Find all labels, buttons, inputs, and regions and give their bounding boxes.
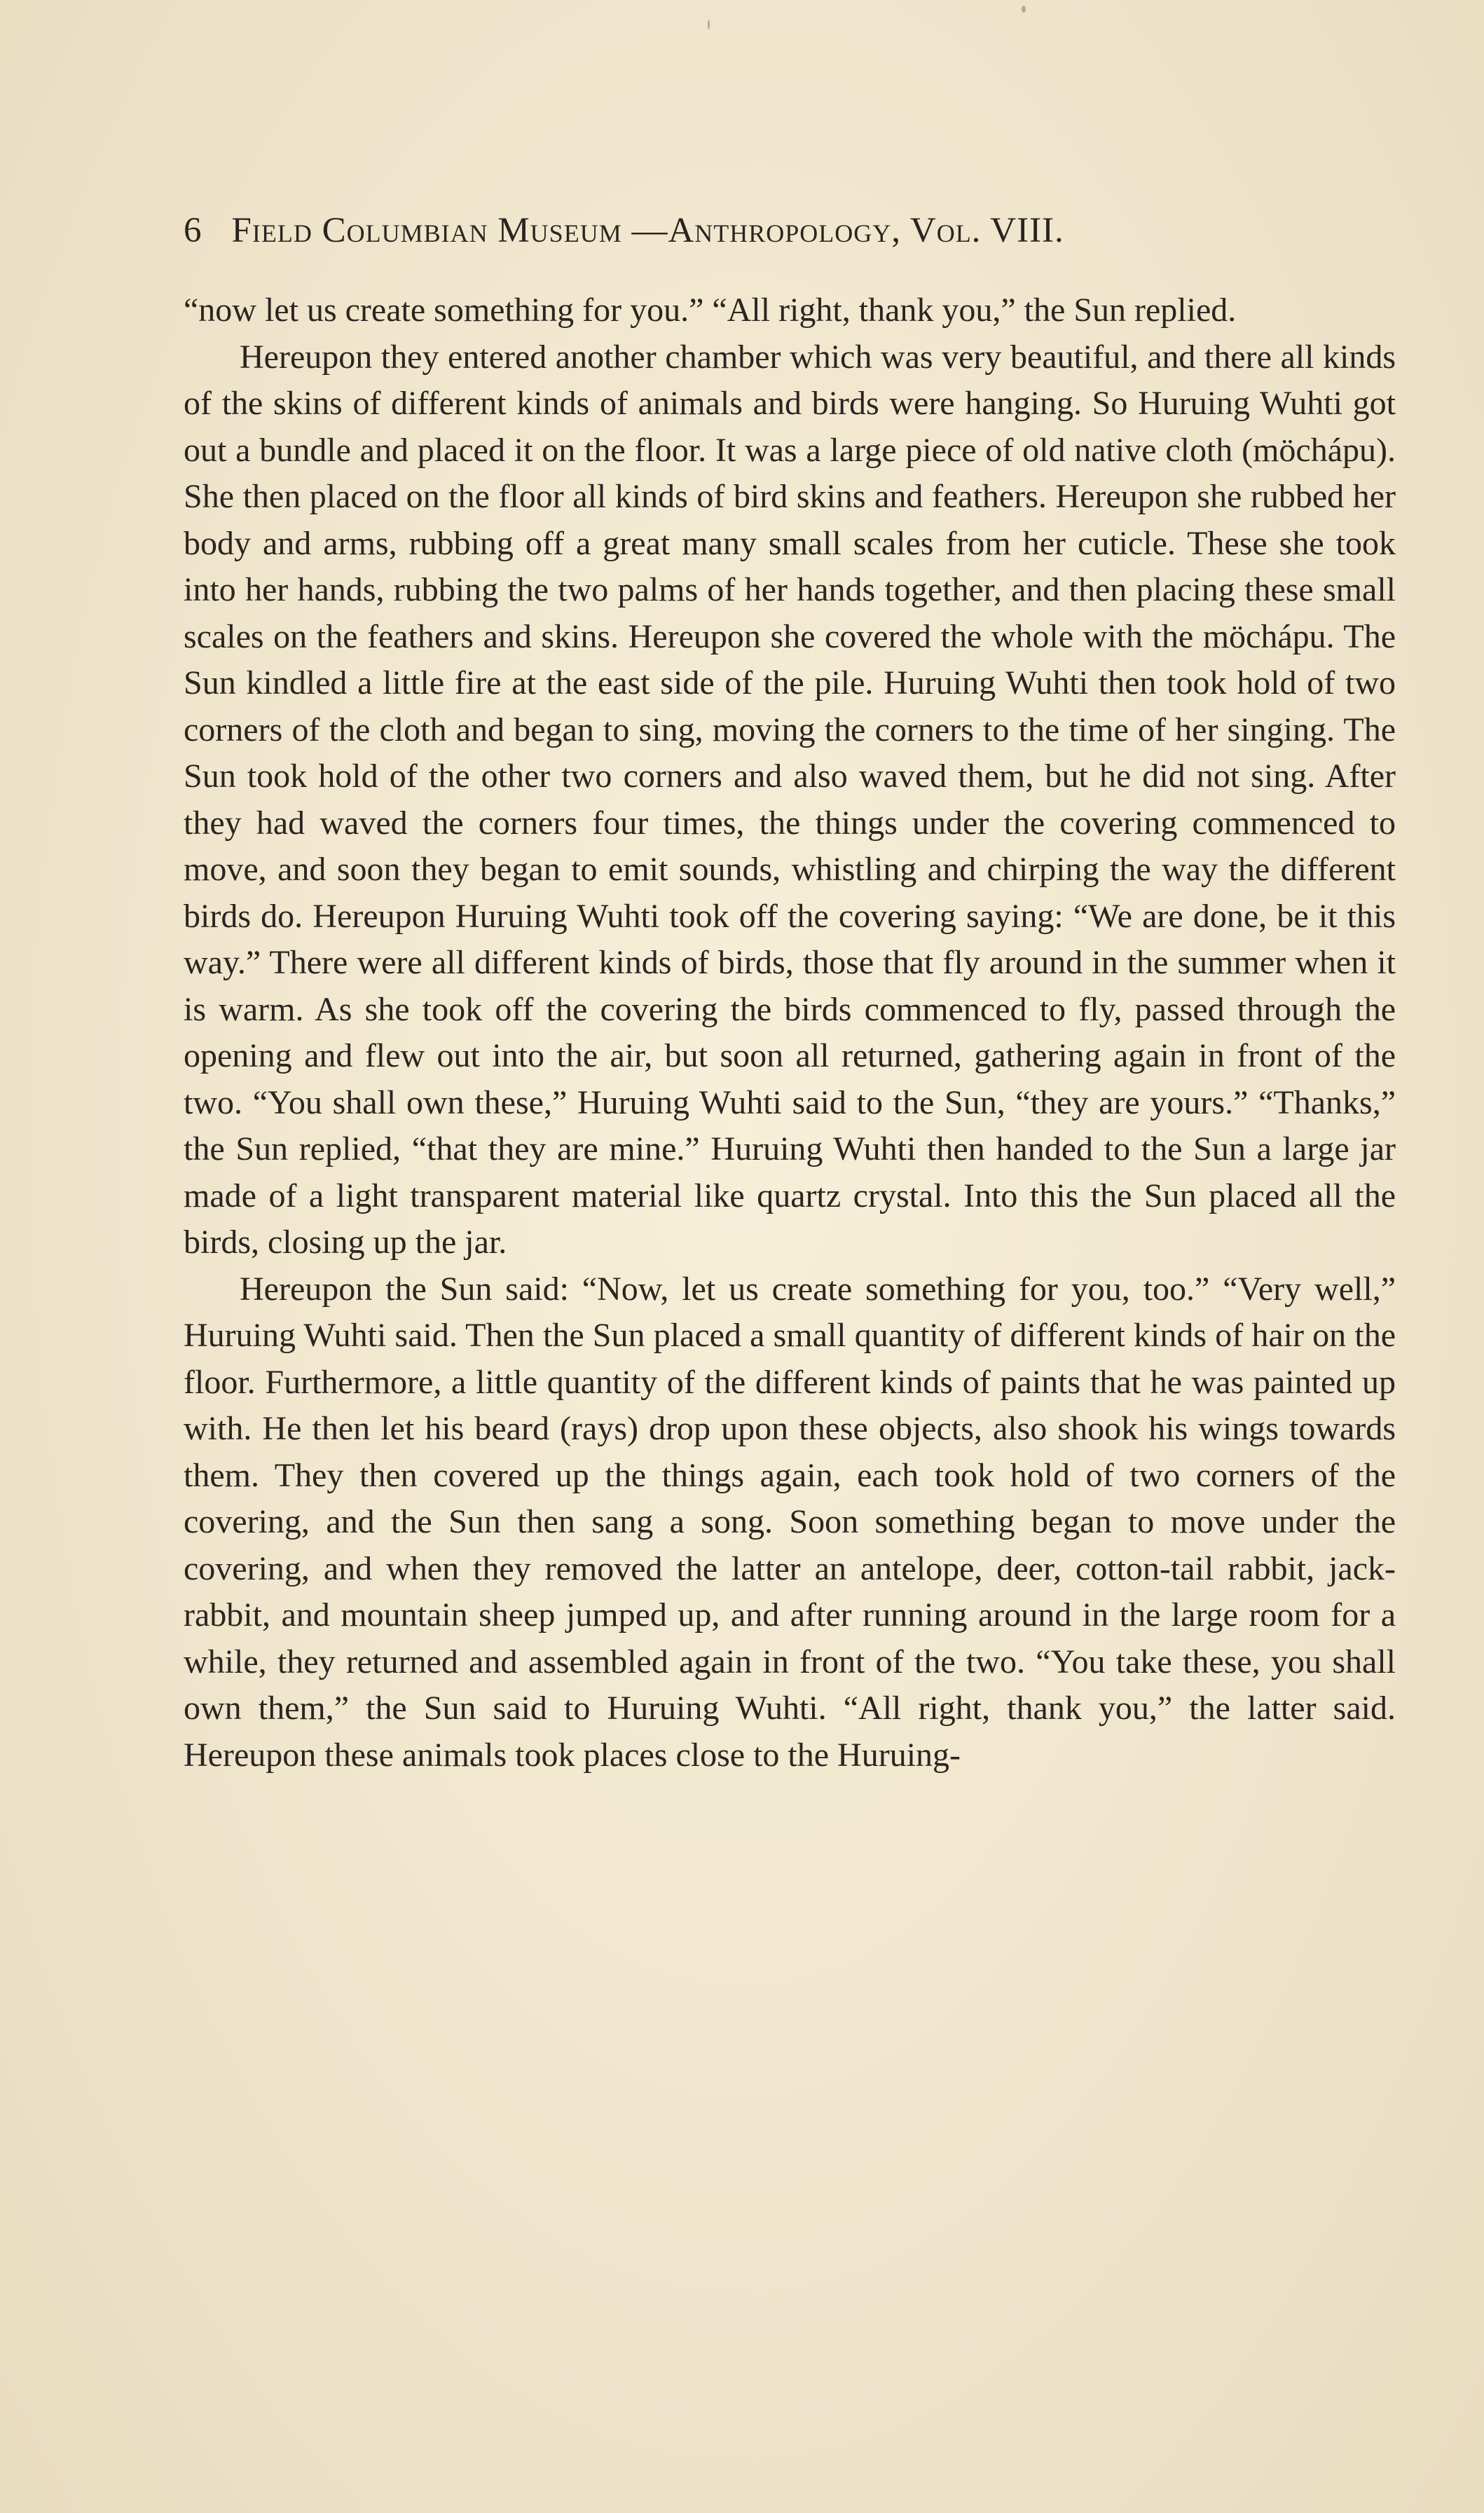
paper-speck: [708, 20, 710, 29]
running-header: [184, 210, 1305, 266]
page-number: 6: [184, 211, 202, 250]
running-title: Field Columbian Museum —Anthropology, Vol. VIII.: [231, 211, 1064, 250]
paragraph: Hereupon the Sun said: “Now, let us create something for you, too.” “Very well,” Huruing Wuhti said. Then the Sun placed a small quantity of different kinds of hair on the floor. Furthermore, a little quantity of the different kinds of paints that he was painted up with. He then let his beard (rays) drop upon these objects, also shook his wings towards them. They then covered up the things again, each took hold of two corners of the covering, and the Sun then sang a song. Soon something began to move under the covering, and when they removed the latter an antelope, deer, cotton-tail rabbit, jack-rabbit, and mountain sheep jumped up, and after running around in the large room for a while, they returned and assembled again in front of the two. “You take these, you shall own them,” the Sun said to Huruing Wuhti. “All right, thank you,” the latter said. Hereupon these animals took places close to the Huruing-: [184, 1270, 1396, 1774]
body-text: [184, 287, 1396, 1779]
paper-speck: [1022, 6, 1026, 13]
paragraph-continued: “now let us create something for you.” “All right, thank you,” the Sun replied.: [184, 292, 1237, 329]
paragraph: Hereupon they entered another chamber which was very beautiful, and there all kinds of the skins of different kinds of animals and birds were hanging. So Huruing Wuhti got out a bundle and placed it on the floor. It was a large piece of old native cloth (möchápu). She then placed on the floor all kinds of bird skins and feathers. Hereupon she rubbed her body and arms, rubbing off a great many small scales from her cuticle. These she took into her hands, rubbing the two palms of her hands together, and then placing these small scales on the feathers and skins. Hereupon she covered the whole with the möchápu. The Sun kindled a little fire at the east side of the pile. Huruing Wuhti then took hold of two corners of the cloth and began to sing, moving the corners to the time of her singing. The Sun took hold of the other two corners and also waved them, but he did not sing. After they had waved the corners four times, the things under the covering commenced to move, and soon they began to emit sounds, whistling and chirping the way the different birds do. Hereupon Huruing Wuhti took off the covering saying: “We are done, be it this way.” There were all different kinds of birds, those that fly around in the summer when it is warm. As she took off the covering the birds commenced to fly, passed through the opening and flew out into the air, but soon all returned, gathering again in front of the two. “You shall own these,” Huruing Wuhti said to the Sun, “they are yours.” “Thanks,” the Sun replied, “that they are mine.” Huruing Wuhti then handed to the Sun a large jar made of a light transparent material like quartz crystal. Into this the Sun placed all the birds, closing up the jar.: [184, 338, 1396, 1261]
